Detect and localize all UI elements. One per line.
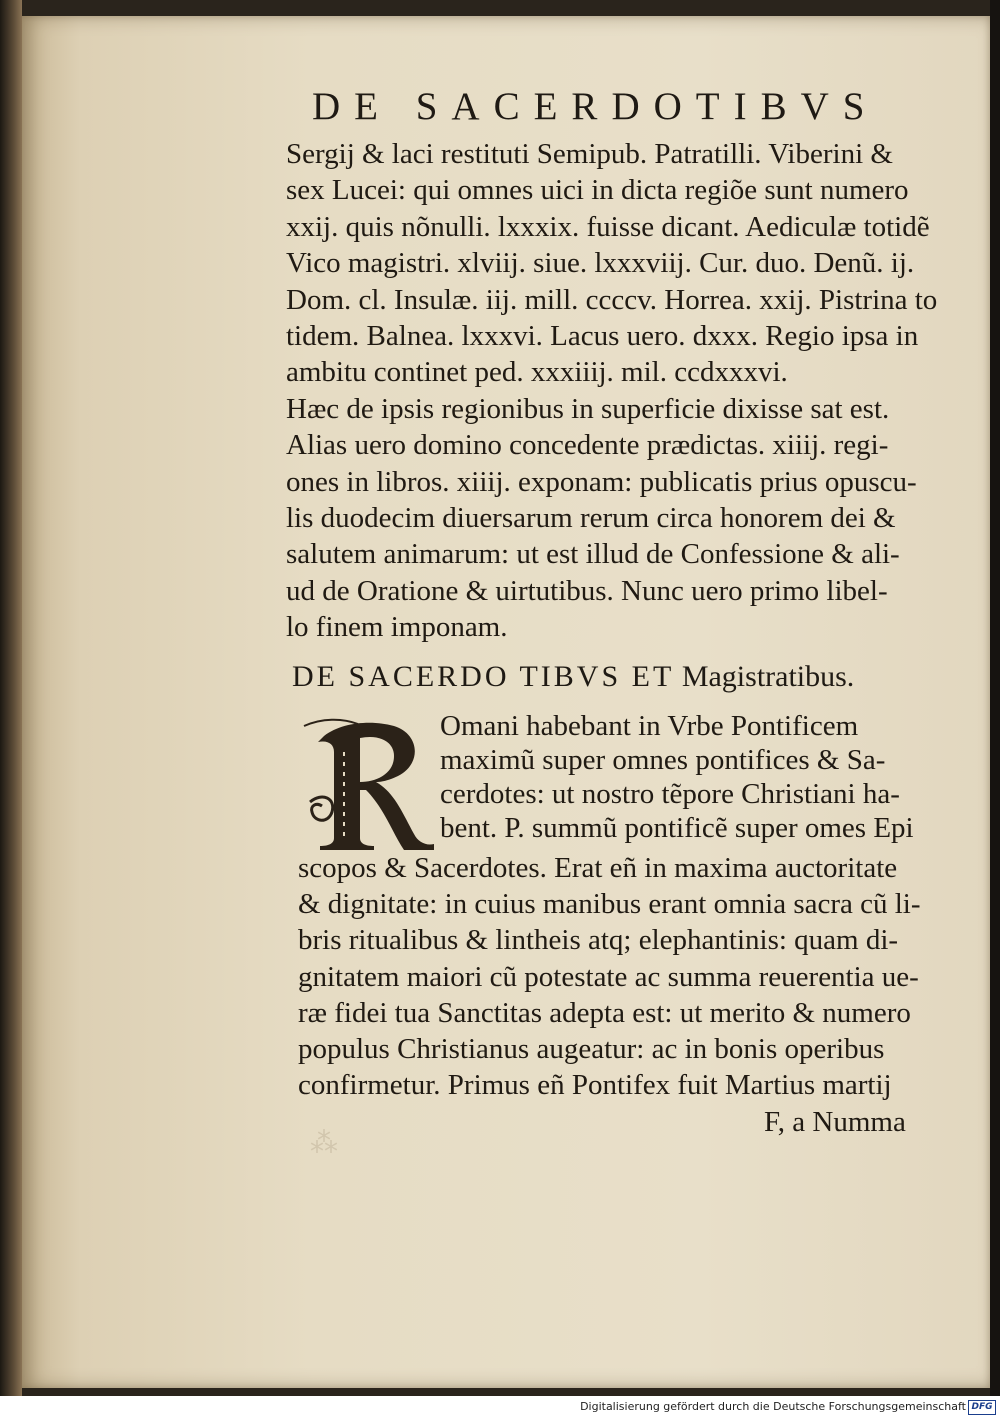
body-line: lis duodecim diuersarum rerum circa honorem dei &: [286, 502, 896, 534]
dfg-logo-icon: DFG: [968, 1400, 996, 1415]
section-heading-caps: DE SACERDO TIBVS ET: [292, 660, 675, 693]
show-through-ghost: ⁂: [310, 1128, 338, 1159]
body-line: scopos & Sacerdotes. Erat eñ in maxima auctoritate: [298, 852, 898, 884]
body-line: populus Christianus augeatur: ac in bonis operibus: [298, 1033, 885, 1065]
body-line: bris ritualibus & lintheis atq; elephantinis: quam di-: [298, 924, 899, 957]
body-line: & dignitate: in cuius manibus erant omnia sacra cũ li-: [298, 888, 921, 921]
indented-line: cerdotes: ut nostro tẽpore Christiani ha-: [440, 778, 900, 810]
indented-line: maximũ super omnes pontifices & Sa-: [440, 744, 886, 776]
indented-line: Omani habebant in Vrbe Pontificem: [440, 710, 859, 742]
body-line: tidem. Balnea. lxxxvi. Lacus uero. dxxx. Regio ipsa in: [286, 320, 919, 352]
body-line: Sergij & laci restituti Semipub. Patratilli. Viberini &: [286, 138, 893, 170]
body-line: ones in libros. xiiij. exponam: publicatis prius opuscu-: [286, 465, 917, 498]
footer-bar: [0, 1396, 1000, 1418]
body-line: confirmetur. Primus eñ Pontifex fuit Martius martij: [298, 1069, 892, 1102]
indented-line: bent. P. summũ pontificẽ super omes Epi: [440, 812, 914, 844]
section-heading-rest: Magistratibus.: [681, 660, 855, 693]
body-line: Hæc de ipsis regionibus in superficie dixisse sat est.: [286, 392, 890, 425]
running-head: DE SACERDOTIBVS: [312, 85, 879, 128]
body-line: Dom. cl. Insulæ. iij. mill. ccccv. Horrea. xxij. Pistrina to: [286, 283, 938, 316]
decorated-initial: [302, 712, 438, 852]
body-line: gnitatem maiori cũ potestate ac summa reuerentia ue-: [298, 960, 919, 993]
body-line: xxij. quis nõnulli. lxxxix. fuisse dicant. Aediculæ totidẽ: [286, 210, 930, 243]
section-heading: [292, 660, 854, 694]
footer-credit: Digitalisierung gefördert durch die Deutsche Forschungsgemeinschaft: [580, 1400, 966, 1413]
body-line: salutem animarum: ut est illud de Confessione & ali-: [286, 538, 900, 571]
catchword: F, a Numma: [764, 1106, 906, 1138]
body-line: ræ fidei tua Sanctitas adepta est: ut merito & numero: [298, 996, 911, 1029]
initial-ornament-icon: [302, 712, 438, 852]
book-spine-edge: [0, 0, 22, 1396]
body-line: ud de Oratione & uirtutibus. Nunc uero primo libel-: [286, 574, 888, 607]
book-right-edge: [990, 0, 1000, 1396]
body-line: Alias uero domino concedente prædictas. xiiij. regi-: [286, 429, 889, 462]
body-line: Vico magistri. xlviij. siue. lxxxviij. Cur. duo. Denũ. ij.: [286, 247, 915, 280]
body-line: sex Lucei: qui omnes uici in dicta regiõe sunt numero: [286, 174, 909, 207]
body-line: lo finem imponam.: [286, 611, 508, 644]
body-line: ambitu continet ped. xxxiiij. mil. ccdxxxvi.: [286, 356, 788, 389]
